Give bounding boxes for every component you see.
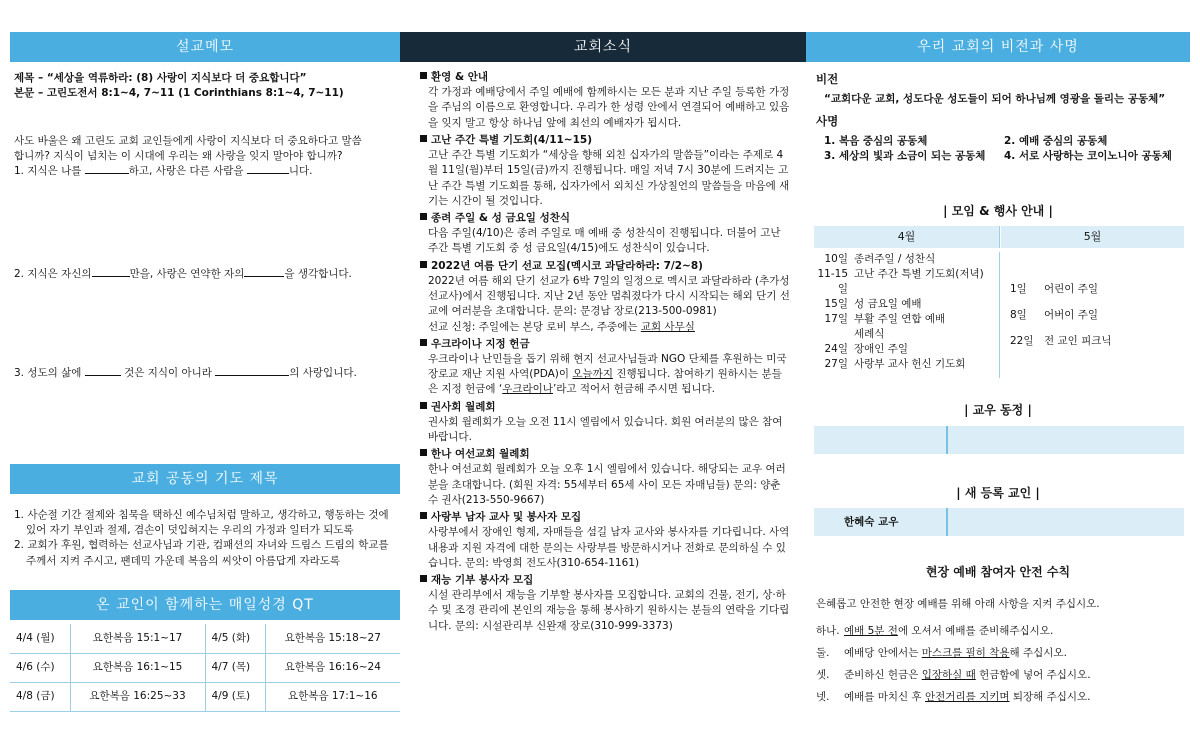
vision-text: “교회다운 교회, 성도다운 성도들이 되어 하나님께 영광을 돌리는 공동체”	[824, 92, 1166, 105]
events-title: | 모임 & 행사 안내 |	[943, 204, 1053, 218]
sermon-title-line: 제목 – “세상을 역류하라: (8) 사랑이 지식보다 더 중요합니다”	[14, 72, 307, 84]
question-3	[14, 366, 394, 381]
new-members-title: | 새 등록 교인 |	[956, 486, 1040, 500]
event-row	[1010, 276, 1180, 302]
news-item	[420, 211, 790, 257]
rule-emphasis: 입장하실 때	[921, 669, 976, 681]
news-title-text: 고난 주간 특별 기도회(4/11~15)	[431, 133, 593, 146]
event-date: 1일	[1010, 283, 1027, 295]
news-title-text: 2022년 여름 단기 선교 모집(멕시코 과달라하라: 7/2~8)	[431, 259, 703, 272]
month-header-april: 4월	[814, 226, 1000, 248]
table-row	[10, 682, 400, 711]
mission-item: 2. 예배 중심의 공동체	[1004, 134, 1108, 147]
fill-blank[interactable]	[215, 366, 289, 376]
event-date: 10일	[824, 253, 848, 265]
safety-rules-list	[816, 620, 1186, 708]
news-body-text: ’라고 적어서 헌금해 주시면 됩니다.	[552, 383, 715, 396]
qt-reading: 요한복음 15:18~27	[265, 624, 400, 653]
news-title	[420, 400, 790, 415]
event-row	[814, 312, 999, 327]
event-name: 어린이 주일	[1044, 283, 1099, 295]
event-name: 세례식	[854, 328, 885, 340]
news-body	[420, 274, 790, 335]
qt-reading: 요한복음 16:1~15	[70, 653, 205, 682]
question-text: 을 생각합니다.	[284, 268, 352, 280]
events-table	[814, 226, 1184, 378]
rule-emphasis: 마스크를 필히 착용	[921, 647, 1010, 659]
vision-section	[816, 71, 1186, 164]
news-body: 권사회 월례회가 오늘 오전 11시 엘림에서 있습니다. 회원 여러분의 많은 참여 바랍니다.	[428, 415, 783, 444]
mission-item: 3. 세상의 빛과 소금이 되는 공동체	[824, 149, 986, 162]
member-news-box	[814, 426, 1184, 454]
news-title-text: 종려 주일 & 성 금요일 성찬식	[431, 211, 571, 224]
mission-label: 사명	[816, 113, 839, 128]
event-name: 부활 주일 연합 예배	[854, 313, 946, 325]
safety-rule	[816, 620, 1186, 642]
news-body-text: 선교 신청: 주일에는 본당 로비 부스, 주중에는	[428, 320, 641, 333]
news-item	[420, 337, 790, 398]
qt-date: 4/8 (금)	[10, 682, 70, 711]
qt-date: 4/6 (수)	[10, 653, 70, 682]
fill-blank[interactable]	[247, 164, 289, 174]
safety-rule	[816, 664, 1186, 686]
event-row	[1010, 302, 1180, 328]
event-name: 장애인 주일	[854, 343, 909, 355]
news-item	[420, 400, 790, 446]
event-name: 종려주일 / 성찬식	[854, 253, 936, 265]
mission-item: 1. 복음 중심의 공동체	[824, 134, 928, 147]
event-date: 22일	[1010, 335, 1034, 347]
rule-number: 셋.	[816, 669, 830, 681]
church-office-link: 교회 사무실	[640, 320, 695, 333]
news-title	[420, 447, 790, 462]
event-name: 고난 주간 특별 기도회(저녁)	[854, 268, 984, 280]
question-1	[14, 164, 394, 179]
vision-label: 비전	[816, 72, 839, 86]
event-row	[814, 327, 999, 342]
intro-line: 합니까? 지식이 넘치는 이 시대에 우리는 왜 사랑을 잊지 말아야 합니까?	[14, 150, 343, 163]
square-bullet-icon	[420, 261, 427, 268]
rule-text: 예배당 안에서는	[844, 647, 922, 659]
question-text: 니다.	[288, 165, 313, 178]
event-date: 8일	[1010, 309, 1027, 321]
square-bullet-icon	[420, 512, 427, 519]
square-bullet-icon	[420, 402, 427, 409]
square-bullet-icon	[420, 575, 427, 582]
sermon-passage-line: 본문 – 고린도전서 8:1~4, 7~11 (1 Corinthians 8:1~4, 7~11)	[14, 87, 344, 100]
qt-reading: 요한복음 16:16~24	[265, 653, 400, 682]
question-2	[14, 267, 394, 282]
safety-rule	[816, 642, 1186, 664]
news-title	[420, 510, 790, 525]
event-name: 성 금요일 예배	[854, 298, 922, 310]
rule-number: 둘.	[816, 647, 830, 659]
square-bullet-icon	[420, 449, 427, 456]
event-row	[814, 267, 999, 297]
question-text: 1. 지식은 나를	[14, 165, 82, 178]
event-name: 전 교인 피크닉	[1044, 335, 1112, 347]
news-title	[420, 70, 790, 85]
rule-text: 예배를 마치신 후	[844, 691, 926, 703]
news-title	[420, 573, 790, 588]
safety-rule	[816, 686, 1186, 708]
question-text: 만을, 사랑은 연약한 자의	[129, 268, 245, 280]
fill-blank[interactable]	[85, 164, 129, 174]
news-body-text: 우크라이나 난민들을 돕기 위해 현지 선교사님들과 NGO 단체를 후원하는 미국 장로교 재난 지원 사역(PDA)이	[428, 352, 787, 381]
news-item	[420, 573, 790, 634]
sermon-title	[14, 71, 394, 101]
news-item	[420, 133, 790, 209]
sermon-memo-header: 설교메모	[10, 32, 400, 62]
sermon-intro	[14, 134, 394, 180]
news-title	[420, 337, 790, 352]
news-title	[420, 133, 790, 148]
fill-blank[interactable]	[92, 267, 130, 277]
divider	[946, 426, 948, 454]
event-row	[814, 342, 999, 357]
event-date: 27일	[824, 358, 848, 370]
prayer-item: 1. 사순절 기간 절제와 침묵을 택하신 예수님처럼 말하고, 생각하고, 행동하는 것에 있어 자기 부인과 절제, 겸손이 덧입혀지는 우리의 가정과 일터가 되도록	[14, 509, 389, 537]
square-bullet-icon	[420, 339, 427, 346]
news-body: 고난 주간 특별 기도회가 “세상을 향해 외친 십자가의 말씀들”이라는 주제로 4월 11일(월)부터 15일(금)까지 진행됩니다. 매일 저녁 7시 30분에 드려지는 고난 주간 특별 기도회를 통해, 십자가에서 외치신 가상칠언의 말씀들을 마음에 새기는 시간이 될 것입니다.	[428, 149, 790, 207]
news-body: 각 가정과 예배당에서 주일 예배에 함께하시는 모든 분과 지난 주일 등록한 가정을 주님의 이름으로 환영합니다. 우리가 한 성령 안에서 연결되어 예배하고 있음을 잊지 말고 항상 하나님 앞에 최선의 예배자가 됩시다.	[428, 86, 790, 129]
event-row	[814, 297, 999, 312]
news-title-text: 권사회 월례회	[431, 400, 496, 413]
event-row	[1010, 328, 1180, 354]
new-member-name: 한혜숙 교우	[844, 516, 899, 528]
event-date: 24일	[824, 343, 848, 355]
news-body: 한나 여선교회 월례회가 오늘 오후 1시 엘림에서 있습니다. 해당되는 교우 여러분을 초대합니다. (회원 자격: 55세부터 65세 사이 모든 자매님들) 문의: 양춘수 권사(213-550-9667)	[428, 463, 786, 506]
news-title	[420, 211, 790, 226]
event-date: 17일	[824, 313, 848, 325]
news-item	[420, 510, 790, 571]
event-name: 사랑부 교사 헌신 기도회	[854, 358, 966, 370]
event-row	[814, 252, 999, 267]
table-row	[10, 624, 400, 653]
rule-text: 준비하신 헌금은	[844, 669, 922, 681]
square-bullet-icon	[420, 213, 427, 220]
rule-emphasis: 안전거리를 지키며	[925, 691, 1010, 703]
news-title-text: 환영 & 안내	[431, 71, 489, 83]
news-body: 다음 주일(4/10)은 종려 주일로 매 예배 중 성찬식이 진행됩니다. 더불어 고난 주간 특별 기도회 중 성 금요일(4/15)에도 성찬식이 있습니다.	[428, 227, 781, 255]
prayer-item: 2. 교회가 후원, 협력하는 선교사님과 기관, 컴패션의 자녀와 드림스 드림의 학교를 주께서 지켜 주시고, 팬데믹 가운데 복음의 씨앗이 아름답게 자라도록	[14, 539, 389, 567]
news-body: 사랑부에서 장애인 형제, 자매들을 섬길 남자 교사와 봉사자를 기다립니다. 사역 내용과 지원 자격에 대한 문의는 사랑부를 방문하시거나 전화로 문의하실 수 있습니다. 문의: 박영희 전도사(310-654-1161)	[428, 526, 790, 569]
question-text: 하고, 사랑은 다른 사람을	[128, 165, 244, 178]
rule-emphasis: 예배 5분 전	[844, 625, 898, 637]
news-title-text: 우크라이나 지정 헌금	[431, 337, 530, 350]
question-text: 것은 지식이 아니라	[124, 367, 212, 379]
news-item	[420, 259, 790, 335]
qt-header: 온 교인이 함께하는 매일성경 QT	[10, 590, 400, 620]
qt-date: 4/7 (목)	[205, 653, 265, 682]
question-text: 3. 성도의 삶에	[14, 367, 82, 379]
mission-item: 4. 서로 사랑하는 코이노니아 공동체	[1004, 149, 1172, 162]
news-item	[420, 70, 790, 131]
event-name: 어버이 주일	[1044, 309, 1099, 321]
qt-reading: 요한복음 15:1~17	[70, 624, 205, 653]
month-header-may: 5월	[1001, 226, 1184, 248]
prayer-list	[14, 508, 396, 569]
safety-intro: 은혜롭고 안전한 현장 예배를 위해 아래 사항을 지켜 주십시오.	[816, 598, 1100, 610]
divider	[946, 508, 948, 536]
prayer-header: 교회 공동의 기도 제목	[10, 464, 400, 494]
event-date: 15일	[824, 298, 848, 310]
qt-reading: 요한복음 16:25~33	[70, 682, 205, 711]
rule-text: 헌금함에 넣어 주십시오.	[975, 669, 1091, 681]
square-bullet-icon	[420, 135, 427, 142]
news-title	[420, 259, 790, 274]
vision-mission-header: 우리 교회의 비전과 사명	[806, 32, 1190, 62]
church-news-header: 교회소식	[400, 32, 806, 62]
news-title-text: 한나 여선교회 월례회	[431, 448, 530, 461]
member-news-title: | 교우 동정 |	[964, 403, 1032, 417]
new-members-box	[814, 508, 1184, 536]
rule-text: 퇴장해 주십시오.	[1009, 691, 1091, 703]
question-text: 2. 지식은 자신의	[14, 268, 92, 280]
rule-text: 에 오셔서 예배를 준비해주십시오.	[897, 625, 1054, 637]
news-title-text: 사랑부 남자 교사 및 봉사자 모집	[431, 511, 582, 524]
may-events	[1010, 276, 1180, 354]
news-body: 시설 관리부에서 재능을 기부할 봉사자를 모집합니다. 교회의 건물, 전기, 상·하수 및 조경 관리에 본인의 재능을 통해 봉사하기 원하시는 분들의 연락을 기다립니다. 문의: 시설관리부 신완재 장로(310-999-3373)	[428, 589, 790, 632]
news-title-text: 재능 기부 봉사자 모집	[431, 574, 534, 586]
fill-blank[interactable]	[244, 267, 284, 277]
news-item	[420, 447, 790, 508]
april-events	[814, 252, 1000, 378]
fill-blank[interactable]	[85, 366, 121, 376]
event-date	[814, 327, 854, 342]
rule-number: 넷.	[816, 691, 830, 703]
mission-list	[816, 134, 1186, 164]
underlined-text: 우크라이나	[502, 383, 553, 396]
event-row	[814, 357, 999, 372]
rule-text: 해 주십시오.	[1009, 647, 1067, 659]
news-body-text: 진행됩니다. 참여하기 원하시는 분들은 지정 헌금에 ‘	[428, 368, 782, 396]
news-body-text: 2022년 여름 해외 단기 선교가 6박 7일의 일정으로 멕시코 과달라하라 (추가성 선교사)에서 진행됩니다. 지난 2년 동안 멈춰졌다가 다시 시작되는 해외 단기 선교에 여러분을 초대합니다. 문의: 문경남 장로(213-500-0981)	[428, 274, 790, 318]
church-news	[420, 70, 790, 636]
qt-date: 4/4 (월)	[10, 624, 70, 653]
underlined-text: 오늘까지	[572, 368, 613, 381]
qt-date: 4/5 (화)	[205, 624, 265, 653]
qt-reading: 요한복음 17:1~16	[265, 682, 400, 711]
rule-number: 하나.	[816, 625, 840, 637]
question-text: 의 사랑입니다.	[289, 367, 357, 379]
qt-table	[10, 624, 400, 712]
intro-line: 사도 바울은 왜 고린도 교회 교인들에게 사랑이 지식보다 더 중요하다고 말씀	[14, 135, 362, 147]
qt-date: 4/9 (토)	[205, 682, 265, 711]
table-row	[10, 653, 400, 682]
square-bullet-icon	[420, 72, 427, 79]
event-date: 11-15일	[817, 268, 848, 295]
news-body	[420, 352, 790, 398]
safety-rules-title: 현장 예배 참여자 안전 수칙	[925, 565, 1071, 579]
